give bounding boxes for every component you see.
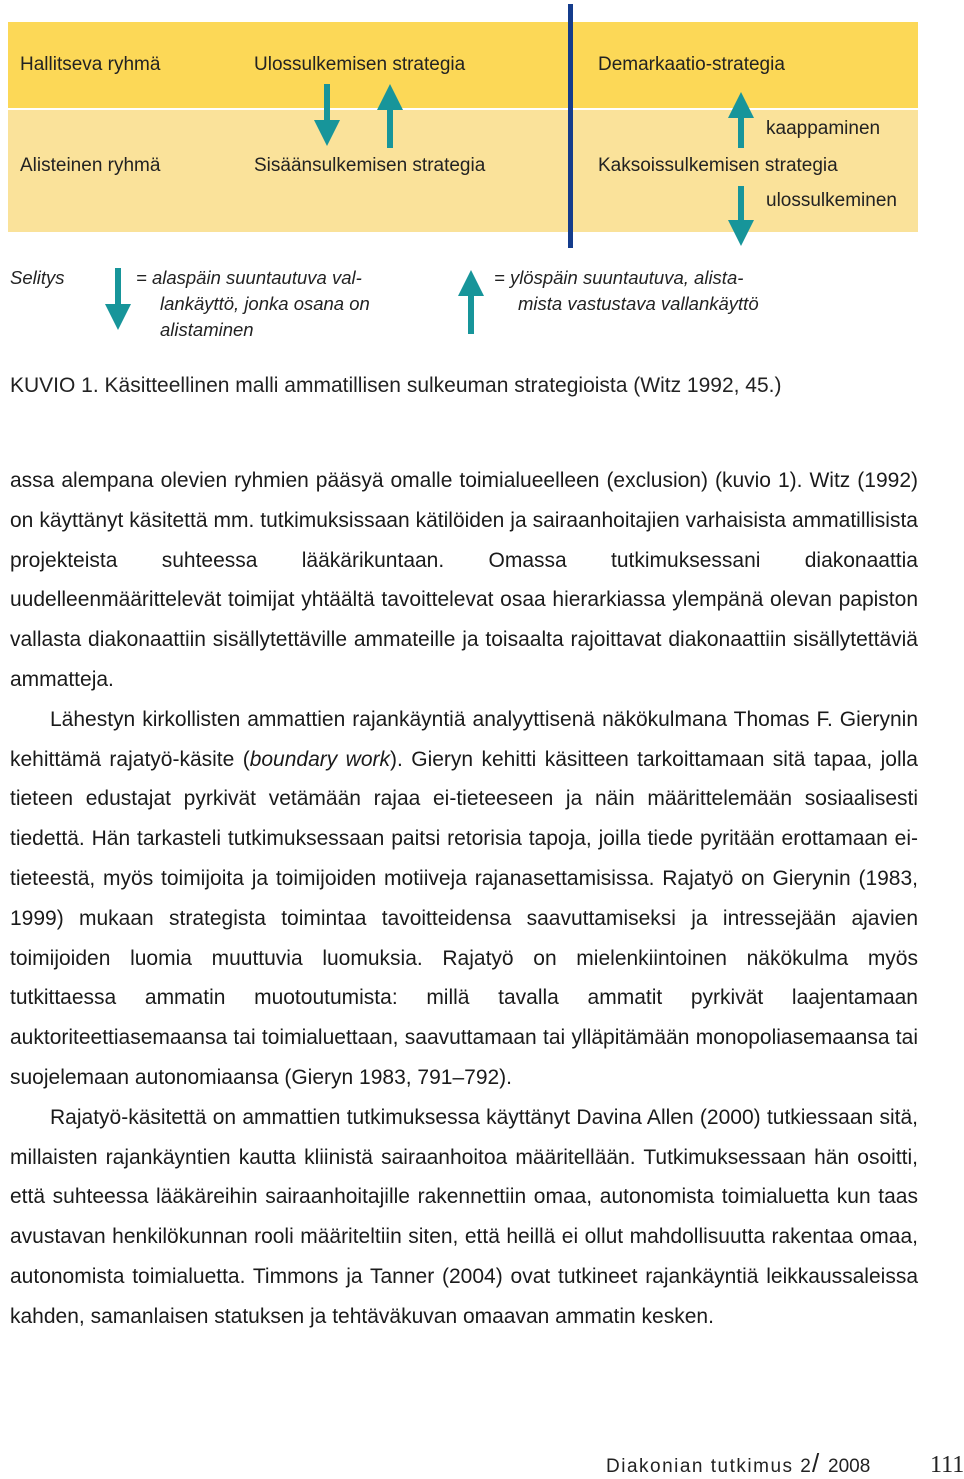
down-arrow-icon xyxy=(103,268,133,332)
down-arrow-icon xyxy=(312,84,342,148)
figure-caption: KUVIO 1. Käsitteellinen malli ammatillisen sulkeuman strategioista (Witz 1992, 45.) xyxy=(10,374,782,397)
exclusion-strategy-label: Ulossulkemisen strategia xyxy=(254,54,466,75)
paragraph-2-start: Lähestyn kirkollisten ammattien rajankäyntiä analyyttisenä näkökulmana Thomas F. Gierynin kehittämä rajatyö-käsite ( xyxy=(10,707,918,771)
demarcation-strategy-label: Demarkaatio-strategia xyxy=(598,54,785,75)
usurpation-label: kaappaminen xyxy=(766,118,881,139)
journal-name: Diakonian tutkimus 2 xyxy=(606,1456,813,1477)
paragraph-1: assa alempana olevien ryhmien pääsyä omalle toimialueelleen (exclusion) (kuvio 1). Witz (1992) on käyttänyt käsitettä mm. tutkimuksissaan kätilöiden ja sairaanhoitajien varhaisista ammatillisista projekteista suhteessa lääkärikuntaan. Omassa tutkimuksessani diakonaattia uudelleenmäärittelevät toimijat yhtäältä tavoittelevat osaa hierarkiassa ylempänä olevan papiston vallasta diakonaattiin sisällytettäville ammateille ja toisaalta rajoittavat diakonaattiin sisällytettäviä ammatteja. xyxy=(10,469,918,691)
exclusion-label: ulossulkeminen xyxy=(766,190,897,211)
legend-up-line-2: mista vastustava vallankäyttö xyxy=(518,293,759,314)
paragraph-2-end: ). Gieryn kehitti käsitteen tarkoittamaan sitä tapaa, jolla tieteen edustajat pyrkivät vetämään rajaa ei-tieteeseen ja näin määrittelemään sosiaalisesti tiedettä. Hän tarkasteli tutkimuksessaan paitsi retorisia tapoja, joilla tiede pyritään erottamaan ei-tieteestä, myös toimijoita ja toimijoiden motiiveja rajanasettamisissa. Rajatyö on Gierynin (1983, 1999) mukaan strategista toimintaa tavoitteidensa saavuttamiseksi ja intressejään ajavien toimijoiden luomia muuttuvia luomuksia. Rajatyö on mielenkiintoinen näkökulma myös tutkittaessa ammatin muotoutumista: millä tavalla ammatit pyrkivät laajentamaan auktoriteettiasemaansa tai toimialuettaan, saavuttamaan tai ylläpitämään monopoliasemaansa tai suojelemaan autonomiaansa (Gieryn 1983, 791–792). xyxy=(10,747,918,1089)
dominant-group-label: Hallitseva ryhmä xyxy=(20,54,161,75)
legend-down-line-3: alistaminen xyxy=(160,319,254,340)
legend-title: Selitys xyxy=(10,267,65,288)
body-text xyxy=(10,461,918,1337)
page-number: 111 xyxy=(930,1452,964,1478)
legend-down-line-1: = alaspäin suuntautuva val- xyxy=(136,267,362,288)
paragraph-2 xyxy=(10,700,918,1098)
legend-down-line-2: lankäyttö, jonka osana on xyxy=(160,293,370,314)
down-arrow-icon xyxy=(726,186,756,248)
inclusion-strategy-label: Sisäänsulkemisen strategia xyxy=(254,155,486,176)
journal-year: 2008 xyxy=(828,1456,871,1477)
footer-slash: / xyxy=(812,1448,820,1478)
up-arrow-icon xyxy=(726,92,756,148)
subordinate-group-label: Alisteinen ryhmä xyxy=(20,155,161,176)
figure-divider xyxy=(568,4,573,248)
paragraph-3: Rajatyö-käsitettä on ammattien tutkimuksessa käyttänyt Davina Allen (2000) tutkiessaan sitä, millaisten rajankäyntien kautta kliinistä sairaanhoitoa määritellään. Tutkimuksessaan hän osoitti, että suhteessa lääkäreihin sairaanhoitajille rakennettiin omaa, autonomista toimialuetta kun taas avustavan henkilökunnan rooli määriteltiin siten, että heillä ei ollut mahdollisuutta rakentaa omaa, autonomista toimialuetta. Timmons ja Tanner (2004) ovat tutkineet rajankäyntiä leikkaussaleissa kahden, samanlaisen statuksen ja tehtäväkuvan omaavan ammatin kesken. xyxy=(10,1105,918,1328)
boundary-work-term: boundary work xyxy=(249,747,391,771)
dual-closure-strategy-label: Kaksoissulkemisen strategia xyxy=(598,155,838,176)
legend-up-line-1: = ylöspäin suuntautuva, alista- xyxy=(494,267,744,288)
up-arrow-icon xyxy=(375,84,405,148)
up-arrow-icon xyxy=(456,270,486,334)
